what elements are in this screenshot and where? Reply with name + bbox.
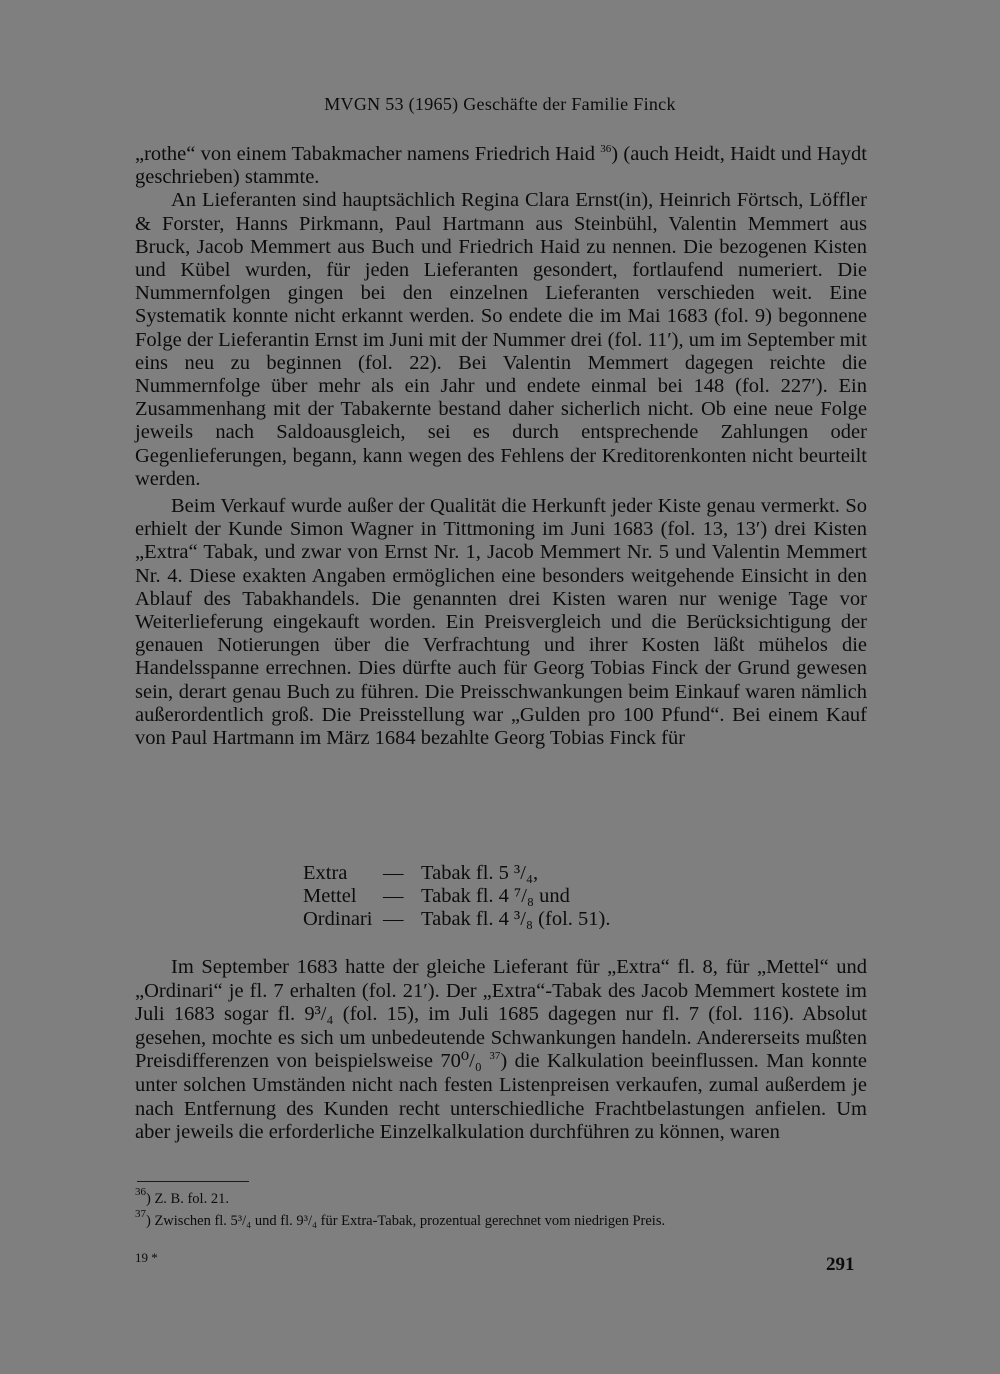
footnote-ref-36: 36: [600, 143, 612, 155]
footnote-36: [135, 1188, 875, 1210]
price-value: Tabak fl. 4 ³/₈ (fol. 51).: [421, 908, 611, 931]
paragraph-1-text-a: „rothe“ von einem Tabakmacher namens Friedrich Haid: [135, 143, 601, 165]
paragraph-4-text-a: Im September 1683 hatte der gleiche Lieferant für „Extra“ fl. 8, für „Mettel“ und „Ordinari“ je fl. 7 erhalten (fol. 21′). Der „Extra“-Tabak des Jacob Memmert kostete im Juli 1683 sogar fl. 9³/₄ (fol. 15), im Juli 1685 dagegen nur fl. 7 (fol. 116). Absolut gesehen, mochte es sich um unbedeutende Schwankungen handeln. Andererseits mußten Preisdifferenzen von beispielsweise 70⁰/₀: [135, 956, 867, 1073]
price-row-ordinari: [303, 908, 610, 931]
paragraph-2: An Lieferanten sind hauptsächlich Regina Clara Ernst(in), Heinrich Förtsch, Löffler & Forster, Hanns Pirkmann, Paul Hartmann aus Steinbühl, Valentin Memmert aus Bruck, Jacob Memmert aus Buch und Friedrich Haid zu nennen. Die bezogenen Kisten und Kübel wurden, für jeden Lieferanten gesondert, fortlaufend numeriert. Die Nummernfolgen gingen bei den einzelnen Lieferanten verschieden weit. Eine Systematik konnte nicht erkannt werden. So endete die im Mai 1683 (fol. 9) begonnene Folge der Lieferantin Ernst im Juni mit der Nummer drei (fol. 11′), um im September mit eins neu zu beginnen (fol. 22). Bei Valentin Memmert dagegen reichte die Nummernfolge über mehr als ein Jahr und endete einmal bei 148 (fol. 227′). Ein Zusammenhang mit der Tabakernte bestand daher sicherlich nicht. Ob eine neue Folge jeweils nach Saldoausgleich, sei es durch entsprechende Zahlungen oder Gegenlieferungen, begann, kann wegen des Fehlens der Kreditorenkonten nicht beurteilt werden.: [135, 189, 867, 490]
price-value: Tabak fl. 5 ³/₄,: [421, 862, 539, 884]
main-text-block: [135, 143, 867, 750]
printer-signature: 19 *: [135, 1250, 158, 1265]
paragraph-4-text-b: ) die Kalkulation beeinflussen. Man konnte unter solchen Umständen nicht nach festen Listenpreisen verkaufen, zumal außerdem je nach Entfernung des Kunden recht unterschiedliche Frachtbelastungen anfielen. Um aber jeweils die erforderliche Einzelkalkulation durchführen zu können, waren: [135, 1050, 867, 1144]
price-row-extra: [303, 862, 610, 885]
price-value: Tabak fl. 4 ⁷/₈ und: [421, 885, 570, 908]
footnotes: [135, 1188, 875, 1232]
footnote-divider: [137, 1181, 249, 1182]
footnote-37: [135, 1210, 875, 1232]
footnote-text: ) Z. B. fol. 21.: [146, 1191, 229, 1207]
page-number: 291: [826, 1254, 855, 1275]
paragraph-4: [135, 956, 867, 1145]
footnote-number: 36: [135, 1186, 146, 1198]
paragraph-3: Beim Verkauf wurde außer der Qualität die Herkunft jeder Kiste genau vermerkt. So erhielt der Kunde Simon Wagner in Tittmoning im Juni 1683 (fol. 13, 13′) drei Kisten „Extra“ Tabak, und zwar von Ernst Nr. 1, Jacob Memmert Nr. 5 und Valentin Memmert Nr. 4. Diese exakten Angaben ermöglichen eine besonders weitgehende Einsicht in den Ablauf des Tabakhandels. Die genannten drei Kisten waren nur wenige Tage vor Weiterlieferung eingekauft worden. Ein Preisvergleich und die Berücksichtigung der genauen Notierungen über die Verfrachtung und ihrer Kosten läßt mühelos die Handelsspanne errechnen. Dies dürfte auch für Georg Tobias Finck der Grund gewesen sein, derart genau Buch zu führen. Die Preisschwankungen beim Einkauf waren nämlich außerordentlich groß. Die Preisstellung war „Gulden pro 100 Pfund“. Bei einem Kauf von Paul Hartmann im März 1684 bezahlte Georg Tobias Finck für: [135, 495, 867, 750]
price-kind: Extra: [303, 862, 348, 884]
price-list: [303, 862, 610, 932]
price-kind: Ordinari: [303, 908, 373, 931]
price-dash: —: [383, 862, 404, 884]
paragraph-1: [135, 143, 867, 189]
paragraph-1-text-b: ) (auch Heidt, Haidt und Haydt geschrieben) stammte.: [135, 143, 867, 189]
price-dash: —: [383, 908, 404, 931]
footnote-number: 37: [135, 1208, 146, 1220]
footnote-ref-37: 37: [489, 1050, 501, 1063]
main-text-block-2: [135, 956, 867, 1145]
running-header: MVGN 53 (1965) Geschäfte der Familie Finck: [324, 94, 676, 114]
footnote-text: ) Zwischen fl. 5³/₄ und fl. 9³/₄ für Extra-Tabak, prozentual gerechnet vom niedrigen Preis.: [146, 1213, 666, 1229]
price-row-mettel: [303, 885, 610, 908]
price-kind: Mettel: [303, 885, 357, 908]
price-dash: —: [383, 885, 404, 908]
